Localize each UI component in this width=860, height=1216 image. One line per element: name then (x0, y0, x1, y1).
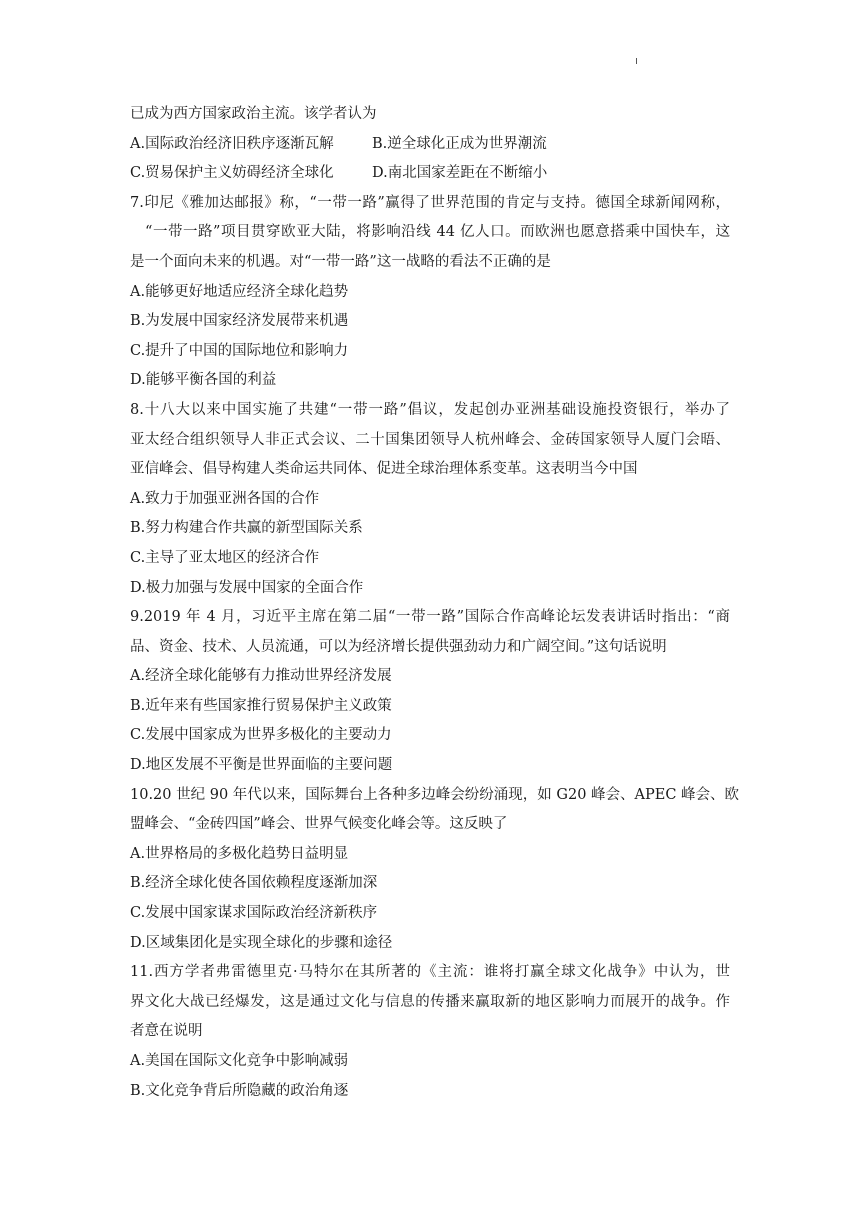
question-10-option-b: B.经济全球化使各国依赖程度逐渐加深 (130, 875, 378, 892)
question-9-option-a: A.经济全球化能够有力推动世界经济发展 (130, 668, 392, 685)
question-9-stem-line-1: 9.2019 年 4 月，习近平主席在第二届“一带一路”国际合作高峰论坛发表讲话时指出：“商 (130, 609, 730, 626)
question-8-option-d: D.极力加强与发展中国家的全面合作 (130, 579, 364, 596)
question-9-option-b: B.近年来有些国家推行贸易保护主义政策 (130, 697, 392, 714)
question-6-option-d: D.南北国家差距在不断缩小 (372, 165, 548, 182)
question-10-stem-line-1: 10.20 世纪 90 年代以来，国际舞台上各种多边峰会纷纷涌现，如 G20 峰会、APEC 峰会、欧 (130, 786, 740, 803)
page-corner-mark (636, 58, 637, 64)
question-6-stem-fragment: 已成为西方国家政治主流。该学者认为 (130, 106, 377, 122)
exam-page-content (130, 100, 740, 1106)
question-9-option-d: D.地区发展不平衡是世界面临的主要问题 (130, 757, 393, 774)
question-9-stem-line-2: 品、资金、技术、人员流通，可以为经济增长提供强劲动力和广阔空间。”这句话说明 (130, 638, 667, 655)
question-11-stem-line-1: 11.西方学者弗雷德里克·马特尔在其所著的《主流：谁将打赢全球文化战争》中认为，世 (130, 964, 730, 981)
question-10-option-d: D.区域集团化是实现全球化的步骤和途径 (130, 934, 393, 951)
question-6-options-row-1 (130, 130, 730, 160)
question-7-stem-line-3: 是一个面向未来的机遇。对“一带一路”这一战略的看法不正确的是 (130, 253, 551, 270)
question-6-option-a: A.国际政治经济旧秩序逐渐瓦解 (130, 135, 334, 152)
question-10-option-a: A.世界格局的多极化趋势日益明显 (130, 845, 349, 862)
question-8-stem-line-2: 亚太经合组织领导人非正式会议、二十国集团领导人杭州峰会、金砖国家领导人厦门会晤、 (130, 431, 730, 448)
question-11-stem-line-2: 界文化大战已经爆发，这是通过文化与信息的传播来赢取新的地区影响力而展开的战争。作 (130, 993, 730, 1010)
question-7-option-b: B.为发展中国家经济发展带来机遇 (130, 313, 349, 330)
question-6-option-c: C.贸易保护主义妨碍经济全球化 (130, 165, 334, 182)
question-10-stem-line-2: 盟峰会、“金砖四国”峰会、世界气候变化峰会等。这反映了 (130, 816, 508, 833)
question-6-options-row-2 (130, 159, 730, 189)
question-9-option-c: C.发展中国家成为世界多极化的主要动力 (130, 727, 392, 744)
question-7-stem-line-1: 7.印尼《雅加达邮报》称，“一带一路”赢得了世界范围的肯定与支持。德国全球新闻网称， (130, 194, 730, 211)
question-6-option-b: B.逆全球化正成为世界潮流 (372, 135, 547, 152)
question-8-option-b: B.努力构建合作共赢的新型国际关系 (130, 520, 363, 537)
question-8-stem-line-1: 8.十八大以来中国实施了共建“一带一路”倡议，发起创办亚洲基础设施投资银行，举办了 (130, 401, 730, 418)
question-10-option-c: C.发展中国家谋求国际政治经济新秩序 (130, 905, 378, 922)
question-11-stem-line-3: 者意在说明 (130, 1023, 203, 1040)
question-7-option-a: A.能够更好地适应经济全球化趋势 (130, 283, 349, 300)
question-8-option-c: C.主导了亚太地区的经济合作 (130, 549, 320, 566)
question-8-stem-line-3: 亚信峰会、倡导构建人类命运共同体、促进全球治理体系变革。这表明当今中国 (130, 461, 638, 478)
question-11-option-b: B.文化竞争背后所隐藏的政治角逐 (130, 1082, 349, 1099)
question-11-option-a: A.美国在国际文化竞争中影响减弱 (130, 1053, 349, 1069)
question-7-option-d: D.能够平衡各国的利益 (130, 372, 277, 389)
question-7-option-c: C.提升了中国的国际地位和影响力 (130, 342, 349, 359)
question-8-option-a: A.致力于加强亚洲各国的合作 (130, 490, 320, 507)
question-7-stem-line-2: “一带一路”项目贯穿欧亚大陆，将影响沿线 44 亿人口。而欧洲也愿意搭乘中国快车，这 (145, 224, 730, 241)
